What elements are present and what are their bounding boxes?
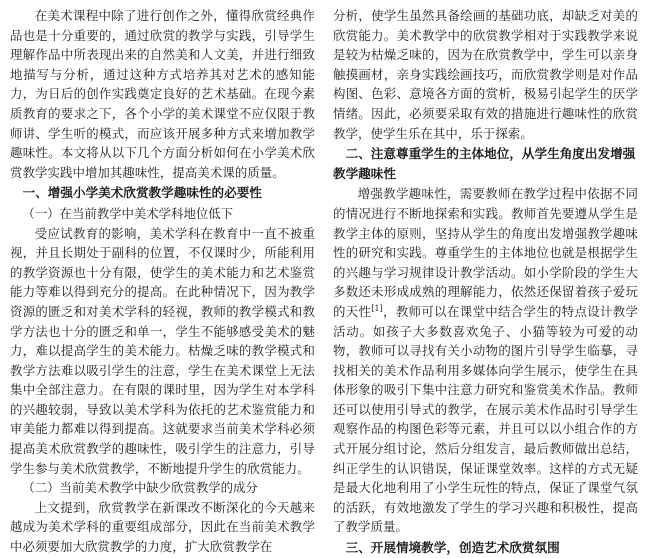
section-3-heading: 三、开展情境教学，创造艺术欣赏氛围 bbox=[345, 540, 560, 556]
section-2-paragraph bbox=[333, 184, 638, 537]
subsection-1-1-heading: （一）在当前教学中美术学科地位低下 bbox=[22, 205, 234, 221]
section-1-heading: 一、增强小学美术欣赏教学趣味性的必要性 bbox=[22, 185, 262, 201]
subsection-1-1-paragraph: 受应试教育的影响，美术学科在教育中一直不被重视，并且长期处于副科的位置，不仅课时少，所能利用的教学资源也十分有限，使学生的美术能力和艺术鉴赏能力等难以得到充分的提高。在此种情况下，因为教学资源的匮乏和对美术学科的轻视，教师的教学模式和教学方法也十分的匮乏和单一，学生不能够感受美术的魅力，难以提高学生的美术能力。枯燥乏味的教学模式和教学方法难以吸引学生的注意，学生在美术课堂上无法集中全部注意力。在有限的课时里，因为学生对本学科的兴趣较弱，导致以美术学科为依托的艺术鉴赏能力和审美能力都难以得到提高。这就要求当前美术学科必须提高美术欣赏教学的趣味性，吸引学生的注意力，引导学生参与美术欣赏教学，不断地提升学生的欣赏能力。 bbox=[10, 225, 315, 476]
section-2-heading: 二、注意尊重学生的主体地位，从学生角度出发增强教学趣味性 bbox=[333, 146, 636, 181]
section-2-text-b: ，教师可以在课堂中结合学生的特点设计教学活动。如孩子大多数喜欢兔子、小猫等较为可爱的动物，教师可以寻找有关小动物的图片引导学生临摹，寻找相关的美术作品利用多媒体向学生展示，使学生在具体形象的吸引下集中注意力研究和鉴赏美术作品。教师还可以使用引导式的教学，在展示美术作品时引导学生观察作品的构图色彩等元素，并且可以以小组合作的方式开展分组讨论，然后分组发言，最后教师做出总结，纠正学生的认识错误，保证课堂效率。这样的方式无疑是最大化地利用了小学生玩性的特点，保证了课堂气氛的活跃，有效地激发了学生的学习兴趣和积极性，提高了教学质量。 bbox=[333, 303, 638, 535]
subsection-1-2-paragraph: 上文提到，欣赏教学在新课改不断深化的今天越来越成为美术学科的重要组成部分，因此在当前美术教学中必须要加大欣赏教学的力度，扩大欣赏教学在 bbox=[10, 499, 315, 555]
continued-paragraph: 分析，使学生虽然具备绘画的基础功底，却缺乏对美的欣赏能力。美术教学中的欣赏教学相对于实践教学来说是较为枯燥乏味的，因为在欣赏教学中，学生可以亲身触摸画材，亲身实践绘画技巧，而欣赏教学则是对作品构图、色彩、意境各方面的赏析，极易引起学生的厌学情绪。因此，必须要采取有效的措施进行趣味性的欣赏教学，使学生乐在其中，乐于探索。 bbox=[333, 8, 638, 141]
left-column bbox=[10, 6, 315, 555]
citation-marker: [1] bbox=[371, 303, 383, 313]
intro-paragraph: 在美术课程中除了进行创作之外，懂得欣赏经典作品也是十分重要的，通过欣赏的教学与实践，引导学生理解作品中所表现出来的自然美和人文美，并进行细致地描写与分析，通过这种方式培养其对艺术的感知能力，为日后的创作实践奠定良好的艺术基础。在现今素质教育的要求之下，各个小学的美术课堂不应仅限于教师讲、学生听的模式，而应该开展多种方式来增加教学趣味性。本文将从以下几个方面分析如何在小学美术欣赏教学实践中增加其趣味性，提高美术课的质量。 bbox=[10, 8, 315, 180]
right-column bbox=[333, 6, 638, 556]
subsection-1-2-heading: （二）当前美术教学中缺少欣赏教学的成分 bbox=[22, 480, 258, 496]
section-2-text-a: 增强教学趣味性，需要教师在教学过程中依据不同的情况进行不断地探索和实践。教师首先要遵从学生是教学主体的原则，坚持从学生的角度出发增强教学趣味性的研究和实践。尊重学生的主体地位也就是根据学生的兴趣与学习规律设计教学活动。如小学阶段的学生大多数还未形成成熟的理解能力，依然还保留着孩子爱玩的天性 bbox=[333, 186, 638, 319]
